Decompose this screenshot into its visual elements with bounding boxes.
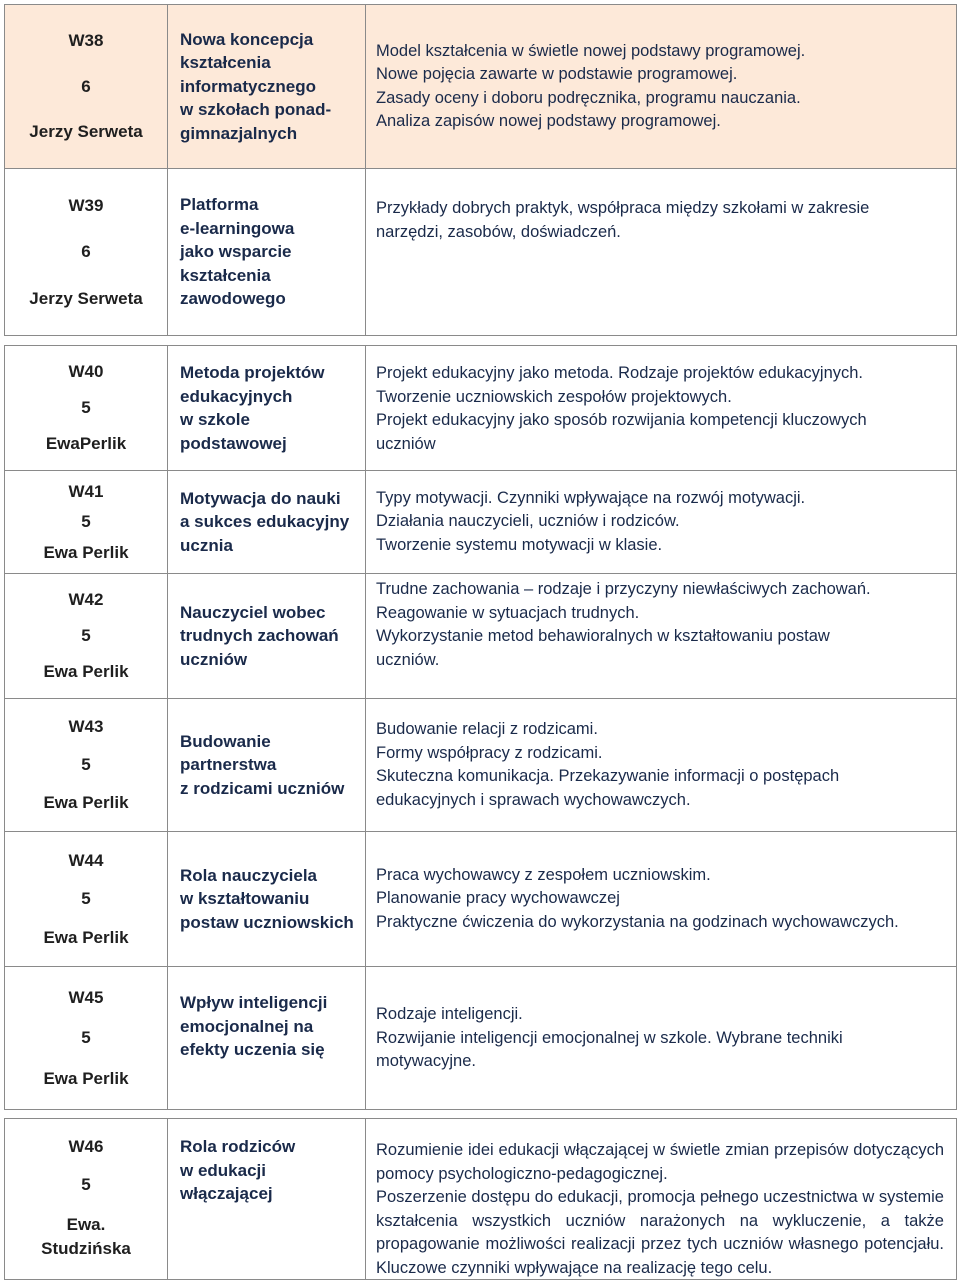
workshop-description: Rodzaje inteligencji. Rozwijanie inteligencji emocjonalnej w szkole. Wybrane techniki motywacyjne. xyxy=(376,1005,843,1070)
table-row xyxy=(4,345,957,471)
workshop-teacher: Ewa Perlik xyxy=(43,927,129,947)
workshop-description: Trudne zachowania – rodzaje i przyczyny niewłaściwych zachowań. Reagowanie w sytuacjach trudnych. Wykorzystanie metod behawioralnych w kształtowaniu postaw uczniów. xyxy=(376,580,871,669)
code-hours-teacher-cell xyxy=(4,5,168,169)
workshop-hours: 5 xyxy=(81,755,91,774)
description-cell xyxy=(366,471,957,574)
description-cell xyxy=(366,699,957,832)
workshop-hours: 5 xyxy=(81,398,91,417)
workshop-teacher: Ewa. Studzińska xyxy=(41,1215,131,1258)
workshop-title: Rola nauczyciela w kształtowaniu postaw uczniowskich xyxy=(180,865,354,932)
workshop-hours: 5 xyxy=(81,512,91,531)
workshop-title: Nowa koncepcja kształcenia informatycznego w szkołach ponad- gimnazjalnych xyxy=(180,29,332,143)
code-hours-teacher-cell xyxy=(4,832,168,967)
title-cell xyxy=(168,169,366,336)
workshop-code: W41 xyxy=(68,481,104,501)
table-row xyxy=(4,967,957,1110)
workshop-description: Przykłady dobrych praktyk, współpraca między szkołami w zakresie narzędzi, zasobów, doświadczeń. xyxy=(376,199,870,241)
table-row xyxy=(4,699,957,832)
code-hours-teacher-cell xyxy=(4,169,168,336)
workshop-description: Projekt edukacyjny jako metoda. Rodzaje projektów edukacyjnych. Tworzenie uczniowskich zespołów projektowych. Projekt edukacyjny jako sposób rozwijania kompetencji kluczowych uczniów xyxy=(376,364,867,453)
table-row xyxy=(4,169,957,336)
workshop-code: W46 xyxy=(68,1137,104,1156)
workshop-code: W42 xyxy=(68,590,104,609)
description-cell xyxy=(366,169,957,336)
description-cell xyxy=(366,967,957,1110)
description-cell xyxy=(366,1119,957,1280)
title-cell xyxy=(168,471,366,574)
workshop-code: W38 xyxy=(68,30,104,50)
workshop-teacher: Jerzy Serweta xyxy=(29,122,143,142)
workshop-hours: 5 xyxy=(81,1175,91,1194)
workshop-hours: 5 xyxy=(81,626,91,645)
code-hours-teacher-cell xyxy=(4,1119,168,1280)
description-cell xyxy=(366,832,957,967)
workshop-description: Praca wychowawcy z zespołem uczniowskim. Planowanie pracy wychowawczej Praktyczne ćwiczenia do wykorzystania na godzinach wychowawczych. xyxy=(376,865,899,931)
workshop-title: Nauczyciel wobec trudnych zachowań uczniów xyxy=(180,602,339,669)
code-hours-teacher-cell xyxy=(4,574,168,699)
title-cell xyxy=(168,574,366,699)
table-row xyxy=(4,1118,957,1280)
description-cell xyxy=(366,5,957,169)
code-hours-teacher-cell xyxy=(4,346,168,471)
workshop-description: Budowanie relacji z rodzicami. Formy współpracy z rodzicami. Skuteczna komunikacja. Przekazywanie informacji o postępach edukacyjnych i sprawach wychowawczych. xyxy=(376,720,840,809)
workshop-teacher: Ewa Perlik xyxy=(43,542,129,562)
workshop-description: Model kształcenia w świetle nowej podstawy programowej. Nowe pojęcia zawarte w podstawie programowej. Zasady oceny i doboru podręcznika, programu nauczania. Analiza zapisów nowej podstawy programowej. xyxy=(376,41,806,130)
workshop-code: W44 xyxy=(68,850,104,870)
workshop-code: W43 xyxy=(68,717,104,736)
workshop-teacher: Jerzy Serweta xyxy=(29,288,143,308)
workshop-hours: 6 xyxy=(81,242,91,261)
workshop-code: W40 xyxy=(68,362,104,381)
title-cell xyxy=(168,967,366,1110)
workshop-title: Platforma e-learningowa jako wsparcie kształcenia zawodowego xyxy=(180,195,295,309)
code-hours-teacher-cell xyxy=(4,967,168,1110)
workshop-title: Metoda projektów edukacyjnych w szkole podstawowej xyxy=(180,363,325,453)
title-cell xyxy=(168,699,366,832)
code-hours-teacher-cell xyxy=(4,699,168,832)
workshop-teacher: Ewa Perlik xyxy=(43,1068,129,1088)
table-row xyxy=(4,471,957,574)
table-row xyxy=(4,832,957,967)
workshop-teacher: Ewa Perlik xyxy=(43,793,129,812)
workshop-title: Motywacja do nauki a sukces edukacyjny ucznia xyxy=(180,488,350,555)
workshop-teacher: Ewa Perlik xyxy=(43,662,129,681)
code-hours-teacher-cell xyxy=(4,471,168,574)
title-cell xyxy=(168,1119,366,1280)
workshop-hours: 5 xyxy=(81,889,91,908)
description-cell xyxy=(366,346,957,471)
title-cell xyxy=(168,5,366,169)
table-row xyxy=(4,574,957,699)
workshop-description: Rozumienie idei edukacji włączającej w świetle zmian przepisów dotyczących pomocy psychologiczno-pedagogicznej. Poszerzenie dostępu do edukacji, promocja pełnego uczestnictwa w systemie kształcenia wszystkich uczniów narażonych na wykluczenie, a także propagowanie możliwości realizacji przez tych uczniów własnego potencjału. Kluczowe czynniki wpływające na realizację tego celu. xyxy=(376,1141,944,1277)
workshop-teacher: EwaPerlik xyxy=(45,434,127,453)
workshop-code: W45 xyxy=(68,987,104,1007)
description-cell xyxy=(366,574,957,699)
workshop-title: Wpływ inteligencji emocjonalnej na efekty uczenia się xyxy=(180,993,328,1059)
workshop-hours: 5 xyxy=(81,1028,91,1047)
table-row xyxy=(4,4,957,169)
workshop-title: Rola rodziców w edukacji włączającej xyxy=(180,1137,296,1203)
title-cell xyxy=(168,346,366,471)
workshop-hours: 6 xyxy=(81,76,91,96)
workshop-title: Budowanie partnerstwa z rodzicami uczniów xyxy=(180,731,345,798)
workshop-description: Typy motywacji. Czynniki wpływające na rozwój motywacji. Działania nauczycieli, uczniów i rodziców. Tworzenie systemu motywacji w klasie. xyxy=(376,488,806,554)
workshop-code: W39 xyxy=(68,195,104,215)
title-cell xyxy=(168,832,366,967)
